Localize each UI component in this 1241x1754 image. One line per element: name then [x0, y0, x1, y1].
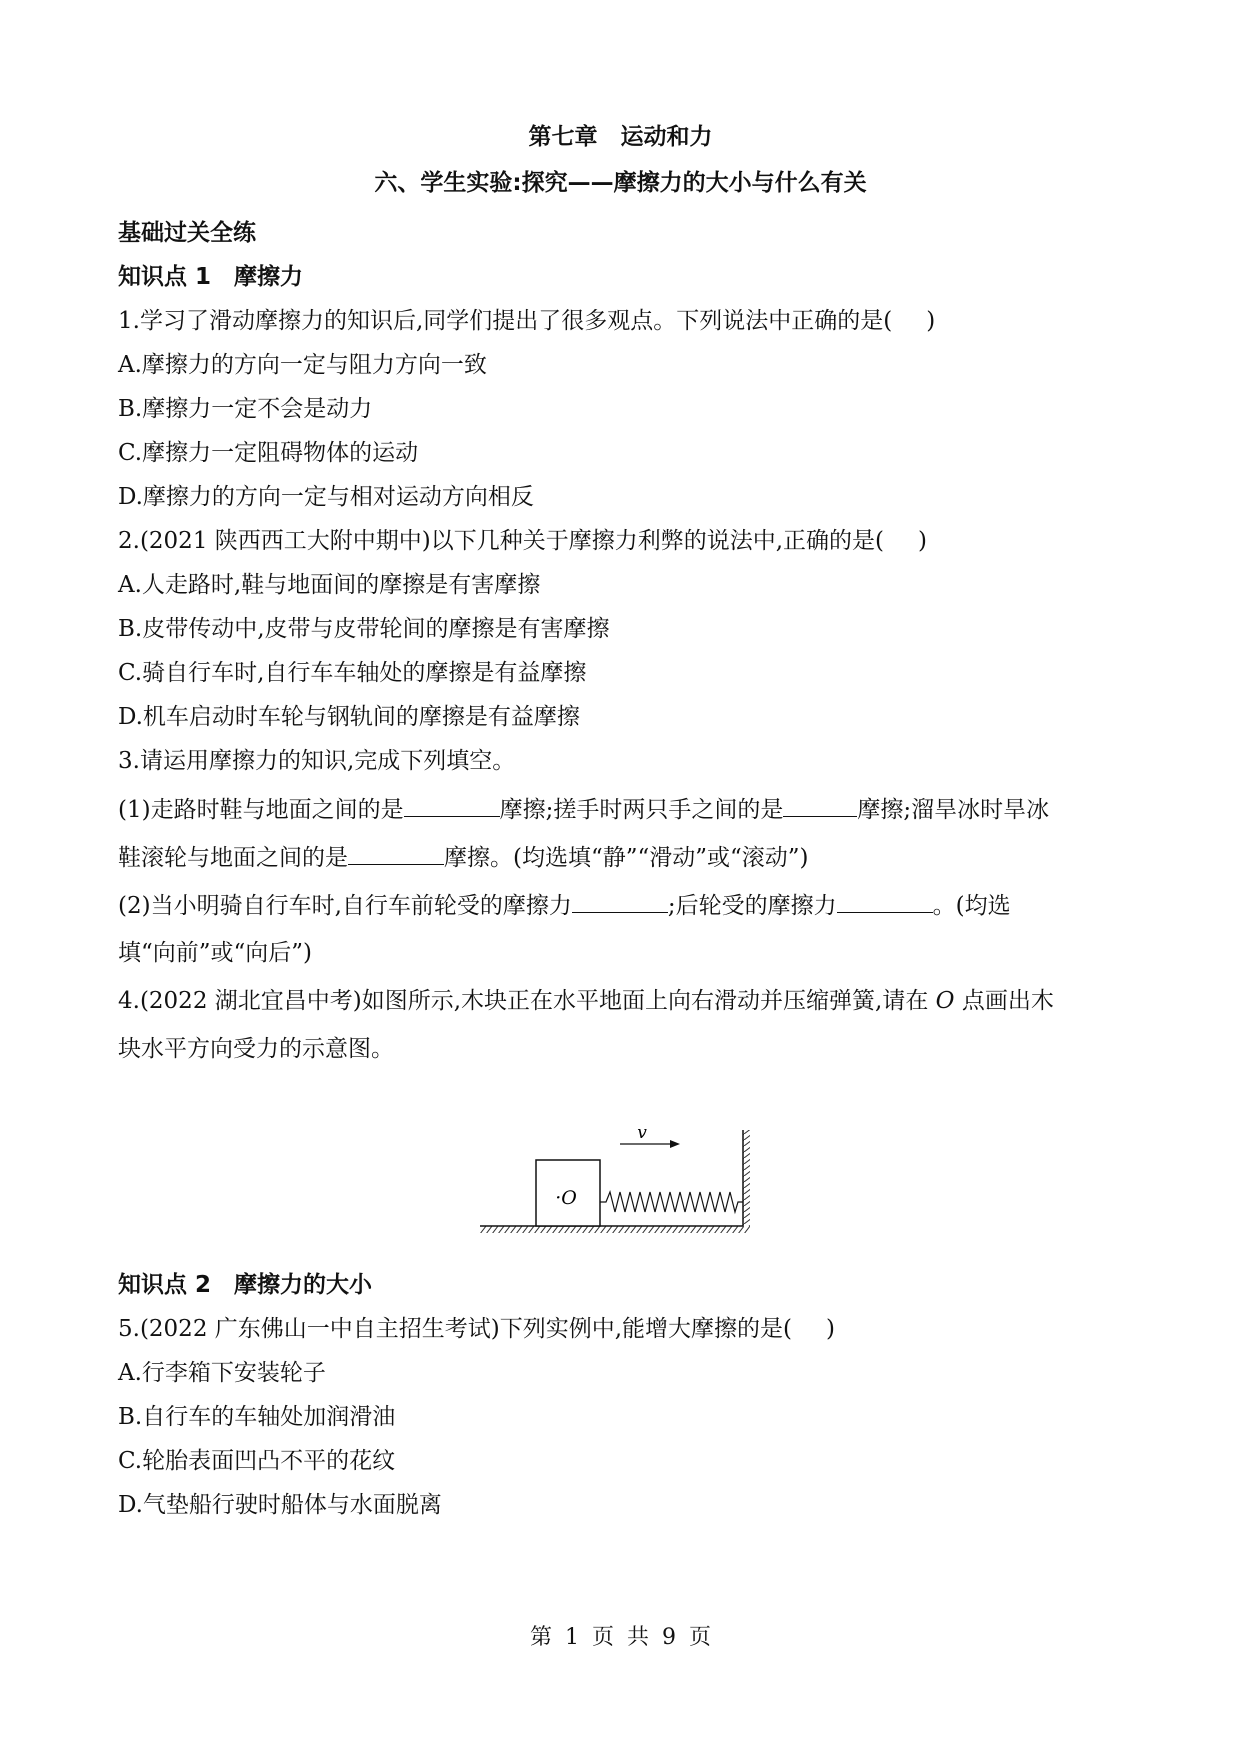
- knowledge-point-2: 知识点 2 摩擦力的大小: [118, 1272, 373, 1298]
- chapter-title: 第七章 运动和力: [528, 124, 713, 150]
- q1-option-b: B.摩擦力一定不会是动力: [118, 396, 373, 422]
- ground-hatch: [480, 1226, 750, 1233]
- velocity-label: v: [637, 1123, 647, 1143]
- part-title: 基础过关全练: [118, 220, 256, 246]
- q3-blank-4[interactable]: [572, 890, 668, 913]
- q3-p1-text-b: 摩擦;搓手时两只手之间的是: [499, 797, 784, 823]
- question-4-stem-line-1: [118, 986, 1054, 1016]
- q2-option-a: A.人走路时,鞋与地面间的摩擦是有害摩擦: [118, 572, 541, 598]
- wall-hatch: [743, 1130, 750, 1226]
- q2-option-b: B.皮带传动中,皮带与皮带轮间的摩擦是有害摩擦: [118, 616, 610, 642]
- q4-stem-a: 4.(2022 湖北宜昌中考)如图所示,木块正在水平地面上向右滑动并压缩弹簧,请在: [118, 988, 929, 1014]
- spring: [600, 1192, 743, 1212]
- question-5-stem: [118, 1314, 835, 1344]
- velocity-arrowhead: [670, 1140, 680, 1148]
- q5-option-a: A.行李箱下安装轮子: [118, 1360, 326, 1386]
- q1-option-a: A.摩擦力的方向一定与阻力方向一致: [118, 352, 487, 378]
- q3-blank-2[interactable]: [783, 794, 857, 817]
- q5-option-d: D.气垫船行驶时船体与水面脱离: [118, 1492, 442, 1518]
- question-3-stem: 3.请运用摩擦力的知识,完成下列填空。: [118, 748, 516, 774]
- q3-p2-text-c: 。(均选: [932, 893, 1011, 919]
- question-2-stem: [118, 526, 927, 556]
- section-title: 六、学生实验:探究——摩擦力的大小与什么有关: [374, 170, 867, 196]
- q4-stem-b: 点画出木: [961, 988, 1054, 1014]
- q3-part-2-line-2: 填“向前”或“向后”): [118, 940, 313, 966]
- q3-p1-text-a: (1)走路时鞋与地面之间的是: [118, 797, 404, 823]
- q5-option-c: C.轮胎表面凹凸不平的花纹: [118, 1448, 396, 1474]
- q3-blank-1[interactable]: [404, 794, 500, 817]
- knowledge-point-1: 知识点 1 摩擦力: [118, 264, 304, 290]
- q3-part-1-line-2: [118, 842, 809, 873]
- question-4-stem-line-2: 块水平方向受力的示意图。: [118, 1036, 394, 1062]
- q5-option-b: B.自行车的车轴处加润滑油: [118, 1404, 396, 1430]
- q3-blank-5[interactable]: [837, 890, 933, 913]
- block-spring-figure: [480, 1122, 770, 1242]
- point-o-label: ·O: [555, 1187, 577, 1209]
- q2-option-d: D.机车启动时车轮与钢轨间的摩擦是有益摩擦: [118, 704, 580, 730]
- q1-option-d: D.摩擦力的方向一定与相对运动方向相反: [118, 484, 534, 510]
- q5-close-paren: ): [826, 1316, 836, 1342]
- page-footer: 第 1 页 共 9 页: [530, 1625, 711, 1650]
- q1-stem-text: 1.学习了滑动摩擦力的知识后,同学们提出了很多观点。下列说法中正确的是(: [118, 308, 893, 334]
- q2-close-paren: ): [918, 528, 928, 554]
- q3-part-2-line-1: [118, 890, 1011, 921]
- q1-close-paren: ): [926, 308, 936, 334]
- q3-blank-3[interactable]: [348, 842, 444, 865]
- q3-p1-text-e: 摩擦。(均选填“静”“滑动”或“滚动”): [444, 845, 809, 871]
- q4-o-label: O: [935, 988, 955, 1014]
- q5-stem-text: 5.(2022 广东佛山一中自主招生考试)下列实例中,能增大摩擦的是(: [118, 1316, 793, 1342]
- q3-p1-text-c: 摩擦;溜旱冰时旱冰: [857, 797, 1050, 823]
- q3-part-1-line-1: [118, 794, 1049, 825]
- q3-p2-text-a: (2)当小明骑自行车时,自行车前轮受的摩擦力: [118, 893, 572, 919]
- q2-option-c: C.骑自行车时,自行车车轴处的摩擦是有益摩擦: [118, 660, 587, 686]
- q2-stem-text: 2.(2021 陕西西工大附中期中)以下几种关于摩擦力利弊的说法中,正确的是(: [118, 528, 885, 554]
- q3-p1-text-d: 鞋滚轮与地面之间的是: [118, 845, 348, 871]
- q1-option-c: C.摩擦力一定阻碍物体的运动: [118, 440, 419, 466]
- question-1-stem: [118, 306, 935, 336]
- q3-p2-text-b: ;后轮受的摩擦力: [667, 893, 837, 919]
